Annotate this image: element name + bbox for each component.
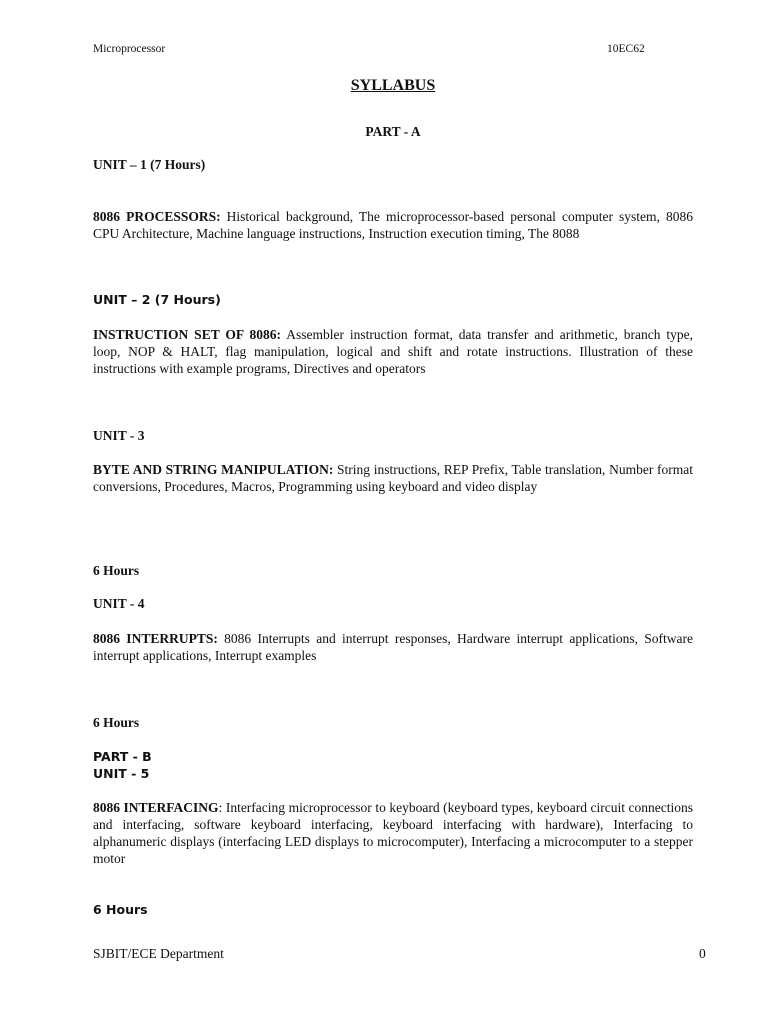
page-title: SYLLABUS	[350, 77, 436, 94]
unit-4-topic: 8086 INTERRUPTS:	[93, 631, 218, 646]
unit-3-text: String instructions, REP Prefix, Table translation, Number format conversions, Procedures, Macros, Programming using keyboard and video display	[93, 462, 693, 494]
unit-4-description	[93, 630, 693, 664]
unit-4-hours: 6 Hours	[93, 715, 140, 730]
unit-5-description	[93, 799, 693, 867]
unit-1-text: Historical background, The microprocessor-based personal computer system, 8086 CPU Architecture, Machine language instructions, Instruction execution timing, The 8088	[93, 209, 693, 241]
footer-department: SJBIT/ECE Department	[93, 946, 224, 961]
unit-1-heading: UNIT – 1 (7 Hours)	[93, 157, 206, 172]
unit-5-text: : Interfacing microprocessor to keyboard (keyboard types, keyboard circuit connections and interfacing, software keyboard interfacing, keyboard interfacing with hardware), Interfacing to alphanumeric displays (interfacing LED displays to microcomputer), Interfacing a microcomputer to a stepper motor	[93, 800, 693, 866]
unit-2-topic: INSTRUCTION SET OF 8086:	[93, 327, 282, 342]
unit-2-text: Assembler instruction format, data transfer and arithmetic, branch type, loop, NOP & HALT, flag manipulation, logical and shift and rotate instructions. Illustration of these instructions with example programs, Directives and operators	[93, 327, 693, 376]
footer-page-number: 0	[699, 946, 706, 961]
unit-2-description	[93, 326, 693, 377]
part-a-heading: PART - A	[365, 124, 421, 139]
unit-1-description	[93, 208, 693, 242]
unit-2-heading: UNIT – 2 (7 Hours)	[93, 292, 221, 307]
unit-4-text: 8086 Interrupts and interrupt responses, Hardware interrupt applications, Software interrupt applications, Interrupt examples	[93, 631, 693, 663]
unit-3-heading: UNIT - 3	[93, 428, 145, 443]
part-b-heading: PART - B	[93, 749, 152, 764]
header-course-name: Microprocessor	[93, 43, 166, 55]
header-course-code: 10EC62	[607, 43, 645, 55]
unit-3-topic: BYTE AND STRING MANIPULATION:	[93, 462, 334, 477]
unit-3-hours: 6 Hours	[93, 563, 140, 578]
unit-5-topic: 8086 INTERFACING	[93, 800, 219, 815]
unit-4-heading: UNIT - 4	[93, 596, 145, 611]
unit-3-description	[93, 461, 693, 495]
unit-1-topic: 8086 PROCESSORS:	[93, 209, 221, 224]
unit-5-heading: UNIT - 5	[93, 766, 150, 781]
unit-5-hours: 6 Hours	[93, 902, 148, 917]
